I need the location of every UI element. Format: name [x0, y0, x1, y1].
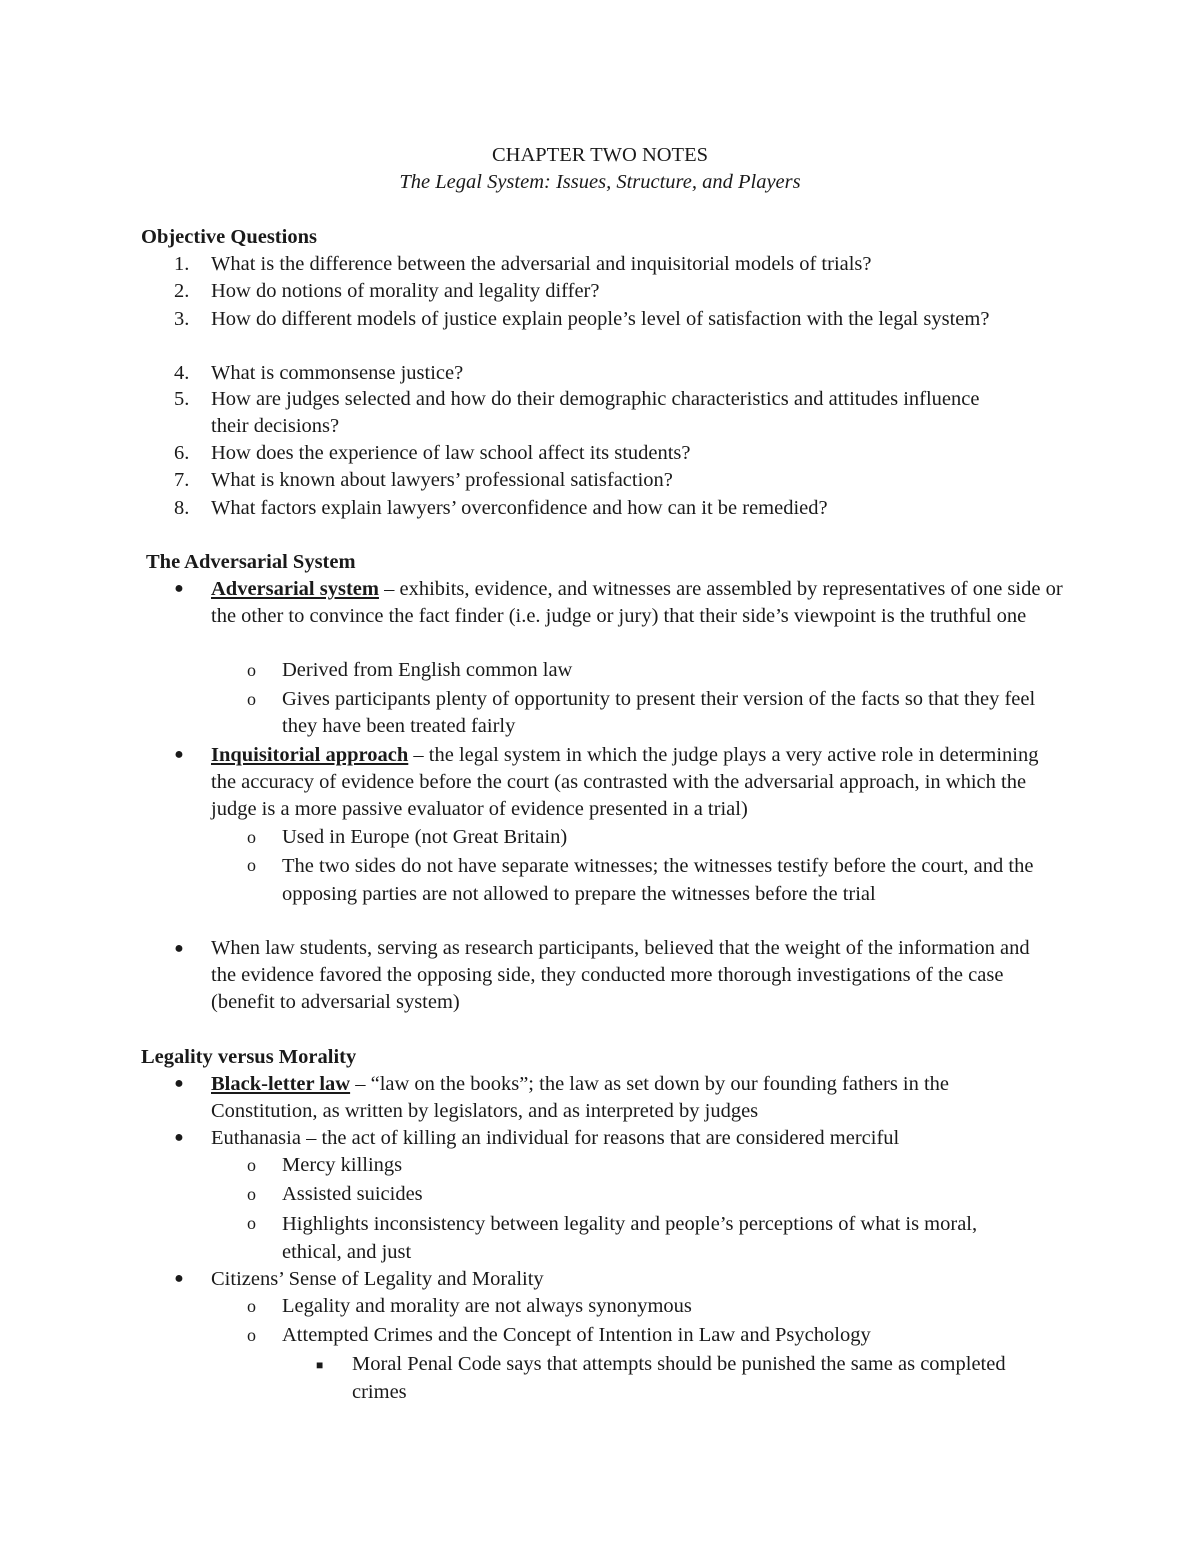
square-bullet-icon: ■	[316, 1358, 324, 1372]
sub-list-item: Legality and morality are not always synonymous	[282, 1295, 692, 1317]
list-number: 3.	[174, 308, 190, 330]
list-number: 6.	[174, 442, 190, 464]
list-item: How are judges selected and how do their demographic characteristics and attitudes influence their decisions?	[211, 388, 980, 437]
circle-bullet-icon: o	[247, 1296, 256, 1316]
list-item: How do notions of morality and legality differ?	[211, 280, 600, 302]
bullet-icon: ●	[174, 746, 184, 763]
sub-list-item: Used in Europe (not Great Britain)	[282, 826, 568, 848]
section-heading-objective: Objective Questions	[141, 226, 317, 248]
list-item: How do different models of justice explain people’s level of satisfaction with the legal system?	[211, 308, 990, 330]
sub-list-item: Assisted suicides	[282, 1183, 423, 1205]
definition-text: – exhibits, evidence, and witnesses are assembled by representatives of one side or the other to convince the fact finder (i.e. judge or jury) that their side’s viewpoint is the truthful one	[211, 578, 1063, 627]
sub-sub-list-item: Moral Penal Code says that attempts should be punished the same as completed crimes	[352, 1353, 1006, 1403]
list-number: 4.	[174, 362, 190, 384]
circle-bullet-icon: o	[247, 855, 256, 875]
circle-bullet-icon: o	[247, 1213, 256, 1233]
list-item: How does the experience of law school affect its students?	[211, 442, 691, 464]
list-item: Euthanasia – the act of killing an individual for reasons that are considered merciful	[211, 1127, 900, 1149]
sub-list-item: Mercy killings	[282, 1154, 403, 1176]
bullet-icon: ●	[174, 1270, 184, 1287]
bullet-icon: ●	[174, 1075, 184, 1092]
term-black-letter-law: Black-letter law	[211, 1073, 351, 1095]
list-number: 5.	[174, 388, 190, 410]
definition-text: – the legal system in which the judge plays a very active role in determining the accuracy of evidence before the court (as contrasted with the adversarial approach, in which the judge is a more passive evaluator of evidence presented in a trial)	[211, 744, 1039, 820]
list-item: What is the difference between the adversarial and inquisitorial models of trials?	[211, 253, 872, 275]
circle-bullet-icon: o	[247, 1155, 256, 1175]
sub-list-item: Highlights inconsistency between legality and people’s perceptions of what is moral, ethical, and just	[282, 1213, 978, 1263]
bullet-icon: ●	[174, 1129, 184, 1146]
circle-bullet-icon: o	[247, 660, 256, 680]
circle-bullet-icon: o	[247, 1325, 256, 1345]
term-inquisitorial-approach: Inquisitorial approach	[211, 744, 409, 766]
list-item: When law students, serving as research participants, believed that the weight of the information and the evidence favored the opposing side, they conducted more thorough investigations of the case (benefit to adversarial system)	[211, 937, 1030, 1013]
section-heading-adversarial: The Adversarial System	[146, 551, 356, 573]
bullet-icon: ●	[174, 940, 184, 957]
list-number: 1.	[174, 253, 190, 275]
list-item	[211, 742, 1061, 823]
list-item: What factors explain lawyers’ overconfidence and how can it be remedied?	[211, 497, 828, 519]
page-title: CHAPTER TWO NOTES	[491, 144, 708, 166]
circle-bullet-icon: o	[247, 689, 256, 709]
circle-bullet-icon: o	[247, 1184, 256, 1204]
list-item: Citizens’ Sense of Legality and Morality	[211, 1268, 544, 1290]
list-item: What is known about lawyers’ professional satisfaction?	[211, 469, 673, 491]
list-item: What is commonsense justice?	[211, 362, 464, 384]
circle-bullet-icon: o	[247, 827, 256, 847]
list-number: 2.	[174, 280, 190, 302]
sub-list-item: Derived from English common law	[282, 659, 573, 681]
list-number: 7.	[174, 469, 190, 491]
sub-list-item: Gives participants plenty of opportunity to present their version of the facts so that they feel they have been treated fairly	[282, 688, 1036, 737]
section-heading-legality: Legality versus Morality	[141, 1046, 357, 1068]
list-item	[211, 1071, 1041, 1125]
list-item	[211, 576, 1066, 630]
term-adversarial-system: Adversarial system	[211, 578, 379, 600]
sub-list-item: The two sides do not have separate witnesses; the witnesses testify before the court, and the opposing parties are not allowed to prepare the witnesses before the trial	[282, 855, 1034, 905]
page-subtitle: The Legal System: Issues, Structure, and Players	[399, 171, 801, 193]
bullet-icon: ●	[174, 580, 184, 597]
list-number: 8.	[174, 497, 190, 519]
sub-list-item: Attempted Crimes and the Concept of Intention in Law and Psychology	[282, 1324, 871, 1346]
definition-text: – “law on the books”; the law as set down by our founding fathers in the Constitution, as written by legislators, and as interpreted by judges	[211, 1073, 950, 1122]
